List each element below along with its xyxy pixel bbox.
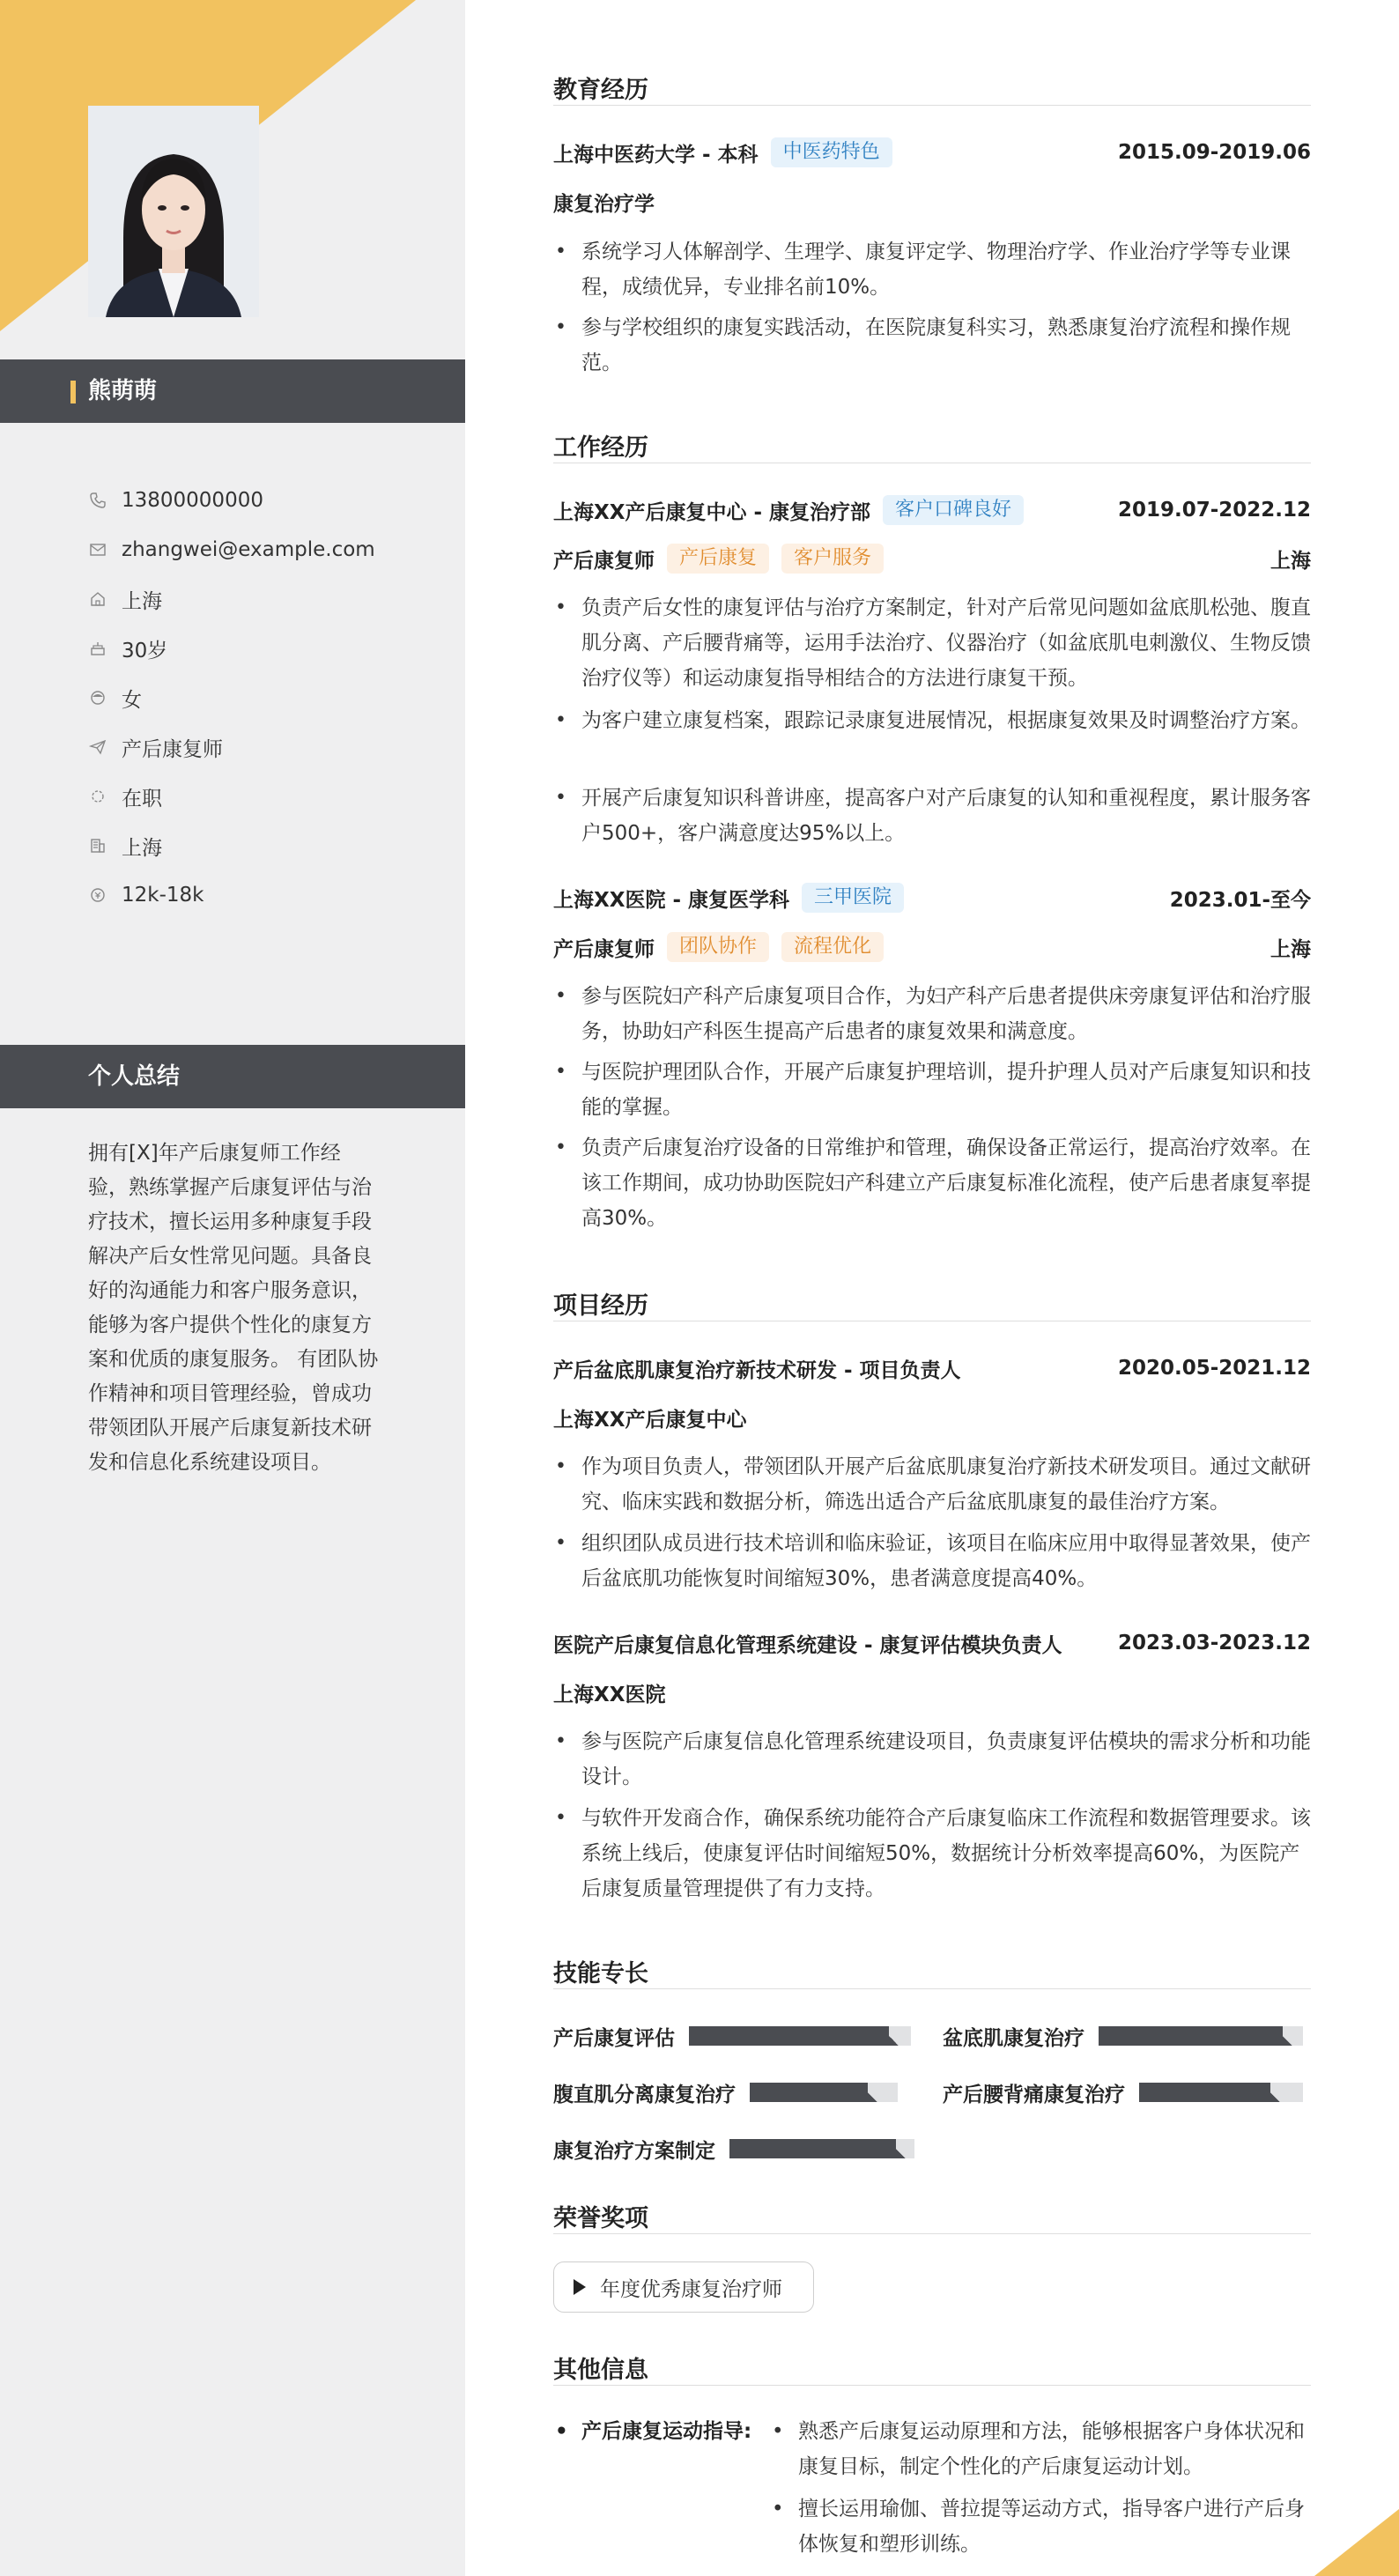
skill-item [553, 2076, 898, 2108]
list-item: • 负责产后女性的康复评估与治疗方案制定，针对产后常见问题如盆底肌松弛、腹直肌分离、产后腰背痛等，运用手法治疗、仪器治疗（如盆底肌电刺激仪、生物反馈治疗仪等）和运动康复指导相结合的方法进行康复干预。 [553, 590, 1311, 696]
section-title-awards: 荣誉奖项 [553, 2205, 648, 2232]
skill-name: 盆底肌康复治疗 [943, 2026, 1084, 2050]
award-text: 年度优秀康复治疗师 [600, 2277, 782, 2301]
contact-text: 上海 [122, 589, 162, 613]
skill-item [943, 2076, 1303, 2108]
project-date: 2023.03-2023.12 [1117, 1632, 1311, 1654]
contact-email [88, 525, 440, 574]
major-row [553, 186, 1311, 218]
job-city: 上海 [1270, 549, 1311, 573]
salary-icon [88, 885, 107, 905]
project-row [553, 1627, 1311, 1659]
section-divider [553, 105, 1311, 106]
list-item: • 熟悉产后康复运动原理和方法，能够根据客户身体状况和康复目标，制定个性化的产后康复运动计划。 [770, 2414, 1311, 2484]
job-org: 上海XX医院 - 康复医学科 [553, 888, 790, 912]
contact-list [88, 476, 440, 920]
contact-text: 13800000000 [122, 489, 263, 512]
section-divider [553, 2233, 1311, 2234]
skill-bar [750, 2083, 898, 2102]
job-org: 上海XX产后康复中心 - 康复治疗部 [553, 500, 871, 524]
role-tag: 客户服务 [781, 544, 884, 574]
contact-home [88, 574, 440, 624]
skill-bar [1099, 2026, 1303, 2046]
name-band [0, 359, 465, 423]
job-org-tag: 客户口碑良好 [883, 495, 1024, 525]
list-item: • 与医院护理团队合作，开展产后康复护理培训，提升护理人员对产后康复知识和技能的掌握。 [553, 1055, 1311, 1125]
list-item: • 组织团队成员进行技术培训和临床验证，该项目在临床应用中取得显著效果，使产后盆底肌功能恢复时间缩短30%，患者满意度提高40%。 [553, 1526, 1311, 1596]
list-item: • 参与学校组织的康复实践活动，在医院康复科实习，熟悉康复治疗流程和操作规范。 [553, 310, 1311, 381]
summary-band [0, 1045, 465, 1108]
project-date: 2020.05-2021.12 [1117, 1357, 1311, 1380]
contact-text: zhangwei@example.com [122, 538, 375, 561]
list-item: • 开展产后康复知识科普讲座，提高客户对产后康复的认知和重视程度，累计服务客户500+，客户满意度达95%以上。 [553, 781, 1311, 851]
status-icon [88, 787, 107, 806]
skill-fill [1099, 2026, 1283, 2046]
skill-item [553, 2133, 914, 2165]
skill-name: 产后腰背痛康复治疗 [943, 2083, 1125, 2106]
skill-bar [1139, 2083, 1303, 2102]
person-name: 熊萌萌 [88, 378, 158, 404]
summary-title: 个人总结 [88, 1063, 181, 1090]
role-tag: 团队协作 [667, 932, 769, 962]
section-title-other: 其他信息 [553, 2357, 648, 2384]
contact-city [88, 821, 440, 870]
list-item: • 系统学习人体解剖学、生理学、康复评定学、物理治疗学、作业治疗学等专业课程，成绩优异，专业排名前10%。 [553, 234, 1311, 305]
project-org-row [553, 1402, 1311, 1433]
other-info [553, 2414, 1311, 2562]
mail-icon [88, 540, 107, 559]
job-role: 产后康复师 [553, 937, 655, 961]
role-tag: 流程优化 [781, 932, 884, 962]
section-divider [553, 1988, 1311, 1989]
project-name: 医院产后康复信息化管理系统建设 - 康复评估模块负责人 [553, 1633, 1062, 1657]
job-org-row [553, 882, 1311, 914]
education-date: 2015.09-2019.06 [1117, 141, 1311, 164]
list-item: • 擅长运用瑜伽、普拉提等运动方式，指导客户进行产后身体恢复和塑形训练。 [770, 2491, 1311, 2562]
contact-text: 上海 [122, 836, 162, 860]
job-date: 2023.01-至今 [1169, 888, 1311, 912]
award-item [553, 2261, 814, 2313]
other-key: • 产后康复运动指导: [581, 2414, 751, 2449]
contact-text: 产后康复师 [122, 737, 223, 761]
skill-fill [689, 2026, 889, 2046]
job-role: 产后康复师 [553, 549, 655, 573]
decor-corner [1314, 2509, 1399, 2576]
skill-fill [729, 2139, 896, 2158]
skill-bar [689, 2026, 911, 2046]
contact-phone [88, 476, 440, 525]
list-item: • 参与医院产后康复信息化管理系统建设项目，负责康复评估模块的需求分析和功能设计。 [553, 1724, 1311, 1795]
home-icon [88, 589, 107, 609]
send-icon [88, 737, 107, 757]
list-item: • 作为项目负责人，带领团队开展产后盆底肌康复治疗新技术研发项目。通过文献研究、临床实践和数据分析，筛选出适合产后盆底肌康复的最佳治疗方案。 [553, 1449, 1311, 1520]
section-title-work: 工作经历 [553, 434, 648, 462]
contact-text: 30岁 [122, 639, 168, 663]
skill-item [943, 2020, 1303, 2052]
contact-position [88, 722, 440, 772]
section-divider [553, 2385, 1311, 2386]
project-org-row [553, 1677, 1311, 1708]
contact-text: 12k-18k [122, 884, 204, 907]
project-org: 上海XX产后康复中心 [553, 1408, 747, 1432]
avatar [88, 106, 259, 317]
skill-bar [729, 2139, 914, 2158]
play-icon [574, 2279, 586, 2295]
list-item: • 参与医院妇产科产后康复项目合作，为妇产科产后患者提供床旁康复评估和治疗服务，协助妇产科医生提高产后患者的康复效果和满意度。 [553, 979, 1311, 1049]
job-role-row [553, 931, 1311, 963]
cake-icon [88, 639, 107, 658]
skill-name: 腹直肌分离康复治疗 [553, 2083, 736, 2106]
job-org-row [553, 494, 1311, 526]
skill-name: 康复治疗方案制定 [553, 2139, 715, 2163]
contact-text: 女 [122, 688, 142, 712]
building-icon [88, 836, 107, 855]
role-tag: 产后康复 [667, 544, 769, 574]
job-date: 2019.07-2022.12 [1117, 499, 1311, 522]
gender-icon [88, 688, 107, 707]
sidebar [0, 0, 465, 2576]
contact-salary [88, 870, 440, 920]
project-org: 上海XX医院 [553, 1683, 666, 1706]
skill-item [553, 2020, 911, 2052]
education-row [553, 137, 1311, 168]
contact-gender [88, 673, 440, 722]
phone-icon [88, 491, 107, 510]
contact-age [88, 624, 440, 673]
section-title-skills: 技能专长 [553, 1960, 648, 1988]
major: 康复治疗学 [553, 192, 655, 216]
skill-fill [750, 2083, 868, 2102]
project-row [553, 1352, 1311, 1384]
accent-bar [70, 381, 76, 403]
job-org-tag: 三甲医院 [802, 883, 904, 913]
contact-text: 在职 [122, 787, 162, 811]
section-title-projects: 项目经历 [553, 1292, 648, 1320]
school-tag: 中医药特色 [771, 137, 892, 167]
summary-text: 拥有[X]年产后康复师工作经验，熟练掌握产后康复评估与治疗技术，擅长运用多种康复手段解决产后女性常见问题。具备良好的沟通能力和客户服务意识，能够为客户提供个性化的康复方案和优质的康复服务。 有团队协作精神和项目管理经验，曾成功带领团队开展产后康复新技术研发和信息化系统建设项目。 [88, 1142, 379, 1474]
list-item: • 为客户建立康复档案，跟踪记录康复进展情况，根据康复效果及时调整治疗方案。 [553, 703, 1311, 738]
skill-name: 产后康复评估 [553, 2026, 675, 2050]
job-city: 上海 [1270, 937, 1311, 961]
school-name: 上海中医药大学 - 本科 [553, 143, 759, 167]
contact-status [88, 772, 440, 821]
list-item: • 负责产后康复治疗设备的日常维护和管理，确保设备正常运行，提高治疗效率。在该工作期间，成功协助医院妇产科建立产后康复标准化流程，使产后患者康复率提高30%。 [553, 1130, 1311, 1236]
section-title-education: 教育经历 [553, 77, 648, 104]
list-item: • 与软件开发商合作，确保系统功能符合产后康复临床工作流程和数据管理要求。该系统上线后，使康复评估时间缩短50%，数据统计分析效率提高60%，为医院产后康复质量管理提供了有力支持。 [553, 1801, 1311, 1906]
skill-fill [1139, 2083, 1270, 2102]
project-name: 产后盆底肌康复治疗新技术研发 - 项目负责人 [553, 1358, 961, 1382]
job-role-row [553, 543, 1311, 574]
